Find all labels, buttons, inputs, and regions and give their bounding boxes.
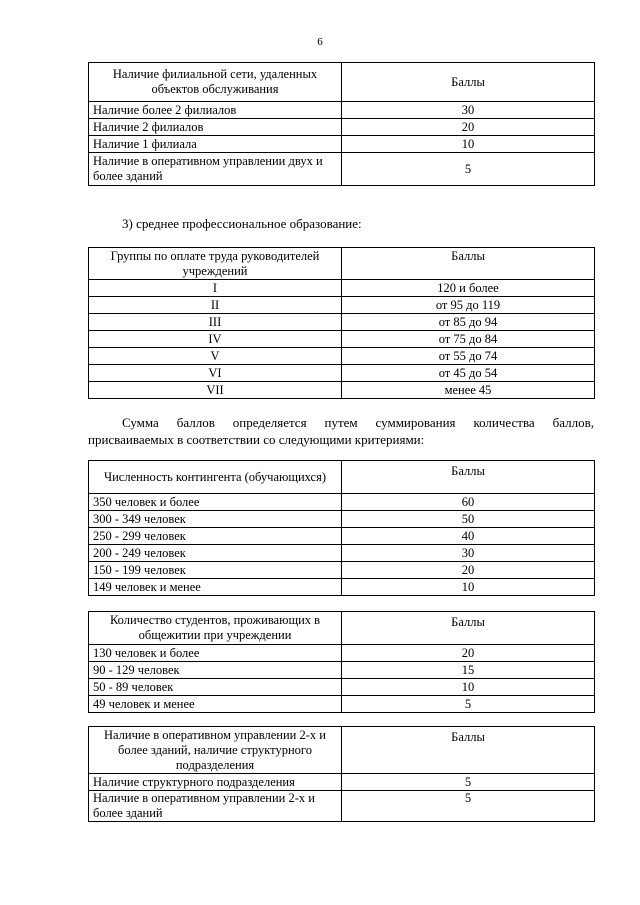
buildings-table — [88, 726, 595, 822]
table-row — [89, 645, 595, 662]
row-label: 90 - 129 человек — [89, 662, 342, 679]
row-group: VII — [89, 382, 342, 399]
row-value: 10 — [342, 579, 595, 596]
header-cell-students: Количество студентов, проживающих в общежитии при учреждении — [89, 612, 342, 645]
header-cell-contingent: Численность контингента (обучающихся) — [89, 461, 342, 494]
table-row — [89, 679, 595, 696]
row-value: от 85 до 94 — [342, 314, 595, 331]
header-cell-buildings: Наличие в оперативном управлении 2-х и более зданий, наличие структурного подразделения — [89, 727, 342, 774]
table-row — [89, 280, 595, 297]
row-value: от 45 до 54 — [342, 365, 595, 382]
section-3-title: 3) среднее профессиональное образование: — [122, 216, 362, 231]
table-row — [89, 119, 595, 136]
row-group: V — [89, 348, 342, 365]
salary-group-table — [88, 247, 595, 399]
row-group: I — [89, 280, 342, 297]
header-cell-points: Баллы — [342, 461, 595, 494]
row-label: Наличие 2 филиалов — [89, 119, 342, 136]
page-number: 6 — [317, 36, 323, 48]
row-value: от 75 до 84 — [342, 331, 595, 348]
table-row — [89, 102, 595, 119]
table-row — [89, 494, 595, 511]
row-label: 300 - 349 человек — [89, 511, 342, 528]
row-label: Наличие 1 филиала — [89, 136, 342, 153]
table-row — [89, 153, 595, 186]
row-value: 60 — [342, 494, 595, 511]
table-header-row — [89, 248, 595, 280]
table-header-row — [89, 727, 595, 774]
row-group: IV — [89, 331, 342, 348]
contingent-table — [88, 460, 595, 596]
row-label: Наличие в оперативном управлении 2-х и более зданий — [89, 791, 342, 822]
row-value: 20 — [342, 119, 595, 136]
row-value: 15 — [342, 662, 595, 679]
row-value: 30 — [342, 545, 595, 562]
row-value: от 55 до 74 — [342, 348, 595, 365]
table-row — [89, 791, 595, 822]
table-row — [89, 662, 595, 679]
row-value: 120 и более — [342, 280, 595, 297]
branch-network-table — [88, 62, 595, 186]
table-row — [89, 696, 595, 713]
row-value: от 95 до 119 — [342, 297, 595, 314]
row-value: 20 — [342, 562, 595, 579]
table-row — [89, 579, 595, 596]
row-label: Наличие более 2 филиалов — [89, 102, 342, 119]
table-row — [89, 562, 595, 579]
table-row — [89, 774, 595, 791]
row-value: 5 — [342, 153, 595, 186]
table-row — [89, 348, 595, 365]
row-value: менее 45 — [342, 382, 595, 399]
header-cell-points: Баллы — [342, 612, 595, 645]
table-row — [89, 136, 595, 153]
row-value: 5 — [342, 696, 595, 713]
header-cell-points: Баллы — [342, 248, 595, 280]
row-value: 40 — [342, 528, 595, 545]
row-group: VI — [89, 365, 342, 382]
table-row — [89, 331, 595, 348]
table-row — [89, 297, 595, 314]
table-header-row — [89, 63, 595, 102]
sum-paragraph: Сумма баллов определяется путем суммирования количества баллов, присваиваемых в соответствии со следующими критериями: — [88, 415, 594, 447]
header-cell-points: Баллы — [342, 727, 595, 774]
row-value: 5 — [342, 774, 595, 791]
row-label: 149 человек и менее — [89, 579, 342, 596]
row-label: 350 человек и более — [89, 494, 342, 511]
row-label: Наличие структурного подразделения — [89, 774, 342, 791]
table-header-row — [89, 612, 595, 645]
header-cell-groups: Группы по оплате труда руководителей учреждений — [89, 248, 342, 280]
row-label: 49 человек и менее — [89, 696, 342, 713]
table-row — [89, 314, 595, 331]
row-value: 30 — [342, 102, 595, 119]
row-value: 20 — [342, 645, 595, 662]
table-row — [89, 545, 595, 562]
table-row — [89, 511, 595, 528]
row-value: 5 — [342, 791, 595, 822]
row-label: 250 - 299 человек — [89, 528, 342, 545]
row-group: II — [89, 297, 342, 314]
row-label: 50 - 89 человек — [89, 679, 342, 696]
table-row — [89, 382, 595, 399]
table-row — [89, 365, 595, 382]
dormitory-table — [88, 611, 595, 713]
header-cell-points: Баллы — [342, 63, 595, 102]
row-group: III — [89, 314, 342, 331]
row-label: Наличие в оперативном управлении двух и более зданий — [89, 153, 342, 186]
header-cell-criteria: Наличие филиальной сети, удаленных объектов обслуживания — [89, 63, 342, 102]
table-header-row — [89, 461, 595, 494]
row-label: 130 человек и более — [89, 645, 342, 662]
table-row — [89, 528, 595, 545]
row-value: 10 — [342, 679, 595, 696]
row-label: 200 - 249 человек — [89, 545, 342, 562]
row-value: 10 — [342, 136, 595, 153]
row-value: 50 — [342, 511, 595, 528]
row-label: 150 - 199 человек — [89, 562, 342, 579]
